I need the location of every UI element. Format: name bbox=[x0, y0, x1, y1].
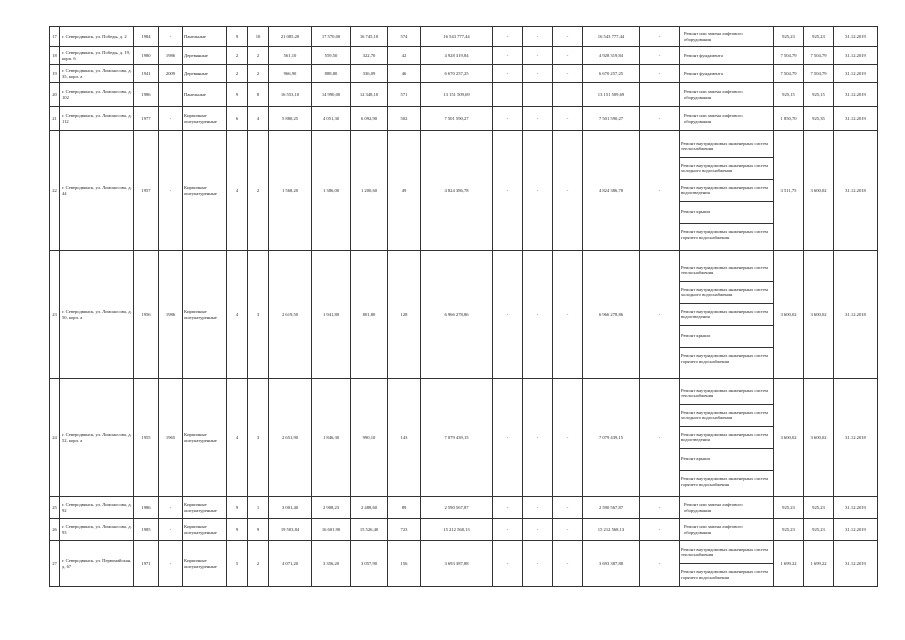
address-cell: г. Северодвинск, ул. Ломоносова, д. 92 bbox=[60, 497, 134, 519]
fund-cost-cell: - bbox=[493, 47, 523, 65]
unit-cost-cell: 925,23 bbox=[774, 497, 804, 519]
other-cost-cell: - bbox=[640, 131, 680, 251]
wall-material-cell: Деревянные bbox=[183, 65, 227, 83]
row-number-cell: 26 bbox=[50, 519, 60, 541]
other-cost-cell bbox=[640, 83, 680, 107]
entrances-cell: 1 bbox=[248, 497, 269, 519]
residents-cell: 723 bbox=[388, 519, 421, 541]
residents-cell: 128 bbox=[388, 251, 421, 379]
municipal-cost-cell: - bbox=[553, 131, 583, 251]
residents-cell: 574 bbox=[388, 27, 421, 47]
work-item: Ремонт внутридомовых инженерных систем теплоснабжения bbox=[680, 542, 773, 564]
unit-cost-cell: 3 600,02 bbox=[774, 251, 804, 379]
total-area-cell: 4 071,20 bbox=[269, 541, 312, 587]
residential-area-cell: 12 348,10 bbox=[351, 83, 388, 107]
fund-cost-cell: - bbox=[493, 131, 523, 251]
year-renovated-cell: - bbox=[159, 107, 183, 131]
table-row bbox=[50, 27, 878, 47]
residential-area-cell: 15 526,40 bbox=[351, 519, 388, 541]
wall-material-cell: Кирпичные оштукатуренные bbox=[183, 541, 227, 587]
work-types-cell bbox=[680, 541, 774, 587]
row-number-cell: 22 bbox=[50, 131, 60, 251]
municipal-cost-cell bbox=[553, 83, 583, 107]
residential-area-cell: 6 092,90 bbox=[351, 107, 388, 131]
year-built-cell: 1984 bbox=[134, 27, 159, 47]
address-cell: г. Северодвинск, ул. Ломоносова, д. 44 bbox=[60, 131, 134, 251]
work-types-cell bbox=[680, 27, 774, 47]
address-cell: г. Северодвинск, ул. Ломоносова, д. 93 bbox=[60, 519, 134, 541]
wall-material-cell: Кирпичные оштукатуренные bbox=[183, 379, 227, 497]
unit-cost-limit-cell: 3 600,02 bbox=[804, 131, 834, 251]
completion-date-cell: 31.12.2018 bbox=[834, 379, 878, 497]
table-row bbox=[50, 541, 878, 587]
wall-material-cell: Кирпичные оштукатуренные bbox=[183, 519, 227, 541]
total-area-cell: 21 085,20 bbox=[269, 27, 312, 47]
living-area-cell: 4 051,30 bbox=[312, 107, 351, 131]
unit-cost-limit-cell: 925,35 bbox=[804, 107, 834, 131]
work-item: Ремонт крыши bbox=[680, 449, 773, 471]
total-area-cell: 2 619,50 bbox=[269, 251, 312, 379]
work-item: Ремонт внутридомовых инженерных систем холодного водоснабжения bbox=[680, 282, 773, 304]
owners-cost-cell: 6 966 278,86 bbox=[583, 251, 640, 379]
unit-cost-cell: 7 504,79 bbox=[774, 47, 804, 65]
work-types-cell bbox=[680, 519, 774, 541]
living-area-cell: 1 941,80 bbox=[312, 251, 351, 379]
other-cost-cell: - bbox=[640, 541, 680, 587]
unit-cost-cell: 1 699,22 bbox=[774, 541, 804, 587]
regional-cost-cell bbox=[523, 83, 553, 107]
regional-cost-cell: - bbox=[523, 379, 553, 497]
row-number-cell: 20 bbox=[50, 83, 60, 107]
residential-area-cell: 801,80 bbox=[351, 251, 388, 379]
residential-area-cell: 2 488,60 bbox=[351, 497, 388, 519]
work-item: Ремонт или замена лифтового оборудования bbox=[684, 31, 743, 42]
year-renovated-cell: 1965 bbox=[159, 379, 183, 497]
residents-cell: 143 bbox=[388, 379, 421, 497]
municipal-cost-cell: - bbox=[553, 519, 583, 541]
address-cell: г. Северодвинск, ул. Ломоносова, д. 35, корп. а bbox=[60, 65, 134, 83]
year-built-cell: 1971 bbox=[134, 541, 159, 587]
work-item: Ремонт фундамента bbox=[684, 52, 723, 58]
work-item: Ремонт или замена лифтового оборудования bbox=[684, 89, 743, 100]
year-built-cell: 1980 bbox=[134, 47, 159, 65]
completion-date-cell: 31.12.2018 bbox=[834, 131, 878, 251]
other-cost-cell: - bbox=[640, 379, 680, 497]
work-item: Ремонт внутридомовых инженерных систем водоотведения bbox=[680, 180, 773, 202]
municipal-cost-cell: - bbox=[553, 27, 583, 47]
total-area-cell: 5 880,25 bbox=[269, 107, 312, 131]
work-item: Ремонт внутридомовых инженерных систем горячего водоснабжения bbox=[681, 476, 768, 487]
total-area-cell: 19 503,84 bbox=[269, 519, 312, 541]
living-area-cell: 1 846,30 bbox=[312, 379, 351, 497]
regional-cost-cell: - bbox=[523, 107, 553, 131]
wall-material-cell: Кирпичные оштукатуренные bbox=[183, 107, 227, 131]
year-renovated-cell: 1986 bbox=[159, 47, 183, 65]
municipal-cost-cell: - bbox=[553, 379, 583, 497]
total-cost-cell: 6 966 278,86 bbox=[421, 251, 493, 379]
year-built-cell: 1986 bbox=[134, 497, 159, 519]
work-item: Ремонт внутридомовых инженерных систем водоотведения bbox=[680, 304, 773, 326]
floors-cell: 4 bbox=[227, 379, 248, 497]
unit-cost-limit-cell: 3 600,02 bbox=[804, 251, 834, 379]
entrances-cell: 3 bbox=[248, 251, 269, 379]
other-cost-cell: - bbox=[640, 27, 680, 47]
completion-date-cell: 31.12.2019 bbox=[834, 65, 878, 83]
entrances-cell: 2 bbox=[248, 65, 269, 83]
year-built-cell: 1985 bbox=[134, 519, 159, 541]
other-cost-cell: - bbox=[640, 519, 680, 541]
residential-area-cell: 1 200,60 bbox=[351, 131, 388, 251]
year-built-cell: 1977 bbox=[134, 107, 159, 131]
unit-cost-limit-cell: 925,15 bbox=[804, 83, 834, 107]
row-number-cell: 27 bbox=[50, 541, 60, 587]
municipal-cost-cell: - bbox=[553, 65, 583, 83]
address-cell: г. Северодвинск, ул. Первомайская, д. 67 bbox=[60, 541, 134, 587]
owners-cost-cell: 16 543 777,44 bbox=[583, 27, 640, 47]
table-row bbox=[50, 519, 878, 541]
work-item: Ремонт крыши bbox=[680, 202, 773, 224]
residential-area-cell: 322,70 bbox=[351, 47, 388, 65]
other-cost-cell: - bbox=[640, 497, 680, 519]
owners-cost-cell: 4 928 319,84 bbox=[583, 47, 640, 65]
work-types-cell bbox=[680, 497, 774, 519]
floors-cell: 4 bbox=[227, 131, 248, 251]
wall-material-cell: Кирпичные оштукатуренные bbox=[183, 497, 227, 519]
work-item: Ремонт крыши bbox=[680, 326, 773, 348]
address-cell: г. Северодвинск, ул. Ломоносова, д. 112 bbox=[60, 107, 134, 131]
row-number-cell: 17 bbox=[50, 27, 60, 47]
work-item: Ремонт внутридомовых инженерных систем горячего водоснабжения bbox=[681, 353, 768, 364]
address-cell: г. Северодвинск, ул. Ломоносова, д. 102 bbox=[60, 83, 134, 107]
residents-cell: 46 bbox=[388, 65, 421, 83]
unit-cost-limit-cell: 925,23 bbox=[804, 497, 834, 519]
row-number-cell: 19 bbox=[50, 65, 60, 83]
unit-cost-cell: 925,23 bbox=[774, 519, 804, 541]
year-built-cell: 1986 bbox=[134, 83, 159, 107]
residential-area-cell: 336,09 bbox=[351, 65, 388, 83]
fund-cost-cell: - bbox=[493, 107, 523, 131]
year-renovated-cell: - bbox=[159, 131, 183, 251]
work-item: Ремонт фундамента bbox=[684, 70, 723, 76]
year-renovated-cell: 2009 bbox=[159, 65, 183, 83]
year-built-cell: 1955 bbox=[134, 379, 159, 497]
regional-cost-cell: - bbox=[523, 65, 553, 83]
total-area-cell: 1 568,20 bbox=[269, 131, 312, 251]
unit-cost-limit-cell: 3 600,02 bbox=[804, 379, 834, 497]
unit-cost-cell: 3 600,02 bbox=[774, 379, 804, 497]
work-types-cell bbox=[680, 379, 774, 497]
regional-cost-cell: - bbox=[523, 27, 553, 47]
floors-cell: 6 bbox=[227, 107, 248, 131]
regional-cost-cell: - bbox=[523, 541, 553, 587]
year-renovated-cell: 1986 bbox=[159, 251, 183, 379]
owners-cost-cell: 15 212 568,13 bbox=[583, 519, 640, 541]
fund-cost-cell: - bbox=[493, 27, 523, 47]
fund-cost-cell: - bbox=[493, 519, 523, 541]
year-built-cell: 1956 bbox=[134, 251, 159, 379]
fund-cost-cell bbox=[493, 83, 523, 107]
fund-cost-cell: - bbox=[493, 65, 523, 83]
total-area-cell: 561,10 bbox=[269, 47, 312, 65]
entrances-cell: 4 bbox=[248, 107, 269, 131]
completion-date-cell: 31.12.2019 bbox=[834, 519, 878, 541]
floors-cell: 2 bbox=[227, 47, 248, 65]
owners-cost-cell: 7 079 439,15 bbox=[583, 379, 640, 497]
total-cost-cell: 3 693 387,88 bbox=[421, 541, 493, 587]
living-area-cell: 2 908,23 bbox=[312, 497, 351, 519]
entrances-cell: 8 bbox=[248, 83, 269, 107]
other-cost-cell: - bbox=[640, 47, 680, 65]
table-row bbox=[50, 251, 878, 379]
row-number-cell: 21 bbox=[50, 107, 60, 131]
entrances-cell: 2 bbox=[248, 131, 269, 251]
unit-cost-cell: 925,23 bbox=[774, 27, 804, 47]
regional-cost-cell: - bbox=[523, 131, 553, 251]
owners-cost-cell: 3 693 387,88 bbox=[583, 541, 640, 587]
total-cost-cell: 4 824 386,78 bbox=[421, 131, 493, 251]
residents-cell: 42 bbox=[388, 47, 421, 65]
floors-cell: 4 bbox=[227, 251, 248, 379]
wall-material-cell: Кирпичные оштукатуренные bbox=[183, 251, 227, 379]
residential-area-cell: 3 057,90 bbox=[351, 541, 388, 587]
table-row bbox=[50, 65, 878, 83]
table-row bbox=[50, 107, 878, 131]
wall-material-cell: Кирпичные оштукатуренные bbox=[183, 131, 227, 251]
completion-date-cell: 31.12.2019 bbox=[834, 27, 878, 47]
total-area-cell: 16 553,10 bbox=[269, 83, 312, 107]
living-area-cell: 16 601,90 bbox=[312, 519, 351, 541]
entrances-cell: 2 bbox=[248, 541, 269, 587]
total-cost-cell: 4 928 319,84 bbox=[421, 47, 493, 65]
work-types-cell bbox=[680, 47, 774, 65]
entrances-cell: 3 bbox=[248, 379, 269, 497]
fund-cost-cell: - bbox=[493, 541, 523, 587]
address-cell: г. Северодвинск, ул. Победы, д. 2 bbox=[60, 27, 134, 47]
unit-cost-limit-cell: 925,23 bbox=[804, 27, 834, 47]
municipal-cost-cell: - bbox=[553, 541, 583, 587]
work-item: Ремонт или замена лифтового оборудования bbox=[684, 524, 743, 535]
unit-cost-cell: 7 504,79 bbox=[774, 65, 804, 83]
year-renovated-cell: - bbox=[159, 497, 183, 519]
row-number-cell: 25 bbox=[50, 497, 60, 519]
municipal-cost-cell: - bbox=[553, 497, 583, 519]
work-types-cell bbox=[680, 65, 774, 83]
unit-cost-limit-cell: 925,23 bbox=[804, 519, 834, 541]
owners-cost-cell: 6 670 257,25 bbox=[583, 65, 640, 83]
total-cost-cell: 16 543 777,44 bbox=[421, 27, 493, 47]
residents-cell: 571 bbox=[388, 83, 421, 107]
year-built-cell: 1941 bbox=[134, 65, 159, 83]
address-cell: г. Северодвинск, ул. Ломоносова, д. 50, корп. а bbox=[60, 251, 134, 379]
unit-cost-limit-cell: 1 699,22 bbox=[804, 541, 834, 587]
floors-cell: 2 bbox=[227, 65, 248, 83]
owners-cost-cell: 2 590 567,87 bbox=[583, 497, 640, 519]
floors-cell: 9 bbox=[227, 497, 248, 519]
work-item: Ремонт внутридомовых инженерных систем горячего водоснабжения bbox=[681, 569, 768, 580]
unit-cost-limit-cell: 7 504,79 bbox=[804, 47, 834, 65]
work-types-cell bbox=[680, 83, 774, 107]
total-cost-cell: 7 501 590,27 bbox=[421, 107, 493, 131]
total-area-cell: 2 651,90 bbox=[269, 379, 312, 497]
owners-cost-cell: 13 151 509,69 bbox=[583, 83, 640, 107]
total-area-cell: 966,90 bbox=[269, 65, 312, 83]
municipal-cost-cell: - bbox=[553, 251, 583, 379]
wall-material-cell: Панельные bbox=[183, 27, 227, 47]
regional-cost-cell: - bbox=[523, 519, 553, 541]
entrances-cell: 2 bbox=[248, 47, 269, 65]
work-types-cell bbox=[680, 251, 774, 379]
residential-area-cell: 16 745,10 bbox=[351, 27, 388, 47]
year-renovated-cell: - bbox=[159, 519, 183, 541]
year-renovated-cell: - bbox=[159, 541, 183, 587]
wall-material-cell: Деревянные bbox=[183, 47, 227, 65]
work-item: Ремонт или замена лифтового оборудования bbox=[684, 113, 743, 124]
completion-date-cell: 31.12.2019 bbox=[834, 107, 878, 131]
floors-cell: 9 bbox=[227, 519, 248, 541]
unit-cost-limit-cell: 7 504,79 bbox=[804, 65, 834, 83]
residents-cell: 502 bbox=[388, 107, 421, 131]
address-cell: г. Северодвинск, ул. Победы, д. 19, корп. 6 bbox=[60, 47, 134, 65]
living-area-cell: 3 356,20 bbox=[312, 541, 351, 587]
other-cost-cell: - bbox=[640, 107, 680, 131]
completion-date-cell: 31.12.2019 bbox=[834, 83, 878, 107]
owners-cost-cell: 7 501 590,27 bbox=[583, 107, 640, 131]
residents-cell: 89 bbox=[388, 497, 421, 519]
completion-date-cell: 31.12.2018 bbox=[834, 251, 878, 379]
unit-cost-cell: 925,15 bbox=[774, 83, 804, 107]
residential-area-cell: 990,10 bbox=[351, 379, 388, 497]
living-area-cell: 1 386,00 bbox=[312, 131, 351, 251]
fund-cost-cell: - bbox=[493, 251, 523, 379]
living-area-cell: 888,80 bbox=[312, 65, 351, 83]
unit-cost-cell: 3 511,75 bbox=[774, 131, 804, 251]
year-renovated-cell bbox=[159, 83, 183, 107]
floors-cell: 9 bbox=[227, 83, 248, 107]
work-types-cell bbox=[680, 107, 774, 131]
completion-date-cell: 31.12.2019 bbox=[834, 497, 878, 519]
table-row bbox=[50, 379, 878, 497]
residents-cell: 49 bbox=[388, 131, 421, 251]
entrances-cell: 10 bbox=[248, 27, 269, 47]
other-cost-cell: - bbox=[640, 65, 680, 83]
table-row bbox=[50, 497, 878, 519]
living-area-cell: 559,50 bbox=[312, 47, 351, 65]
work-item: Ремонт внутридомовых инженерных систем холодного водоснабжения bbox=[680, 158, 773, 180]
work-item: Ремонт внутридомовых инженерных систем холодного водоснабжения bbox=[680, 405, 773, 427]
total-cost-cell: 15 212 568,13 bbox=[421, 519, 493, 541]
table-row bbox=[50, 131, 878, 251]
year-built-cell: 1957 bbox=[134, 131, 159, 251]
work-item: Ремонт внутридомовых инженерных систем теплоснабжения bbox=[680, 383, 773, 405]
completion-date-cell: 31.12.2019 bbox=[834, 47, 878, 65]
owners-cost-cell: 4 824 386,78 bbox=[583, 131, 640, 251]
entrances-cell: 9 bbox=[248, 519, 269, 541]
row-number-cell: 18 bbox=[50, 47, 60, 65]
total-cost-cell: 13 151 509,69 bbox=[421, 83, 493, 107]
work-item: Ремонт внутридомовых инженерных систем водоотведения bbox=[680, 427, 773, 449]
regional-cost-cell: - bbox=[523, 497, 553, 519]
work-item: Ремонт внутридомовых инженерных систем теплоснабжения bbox=[680, 260, 773, 282]
municipal-cost-cell: - bbox=[553, 47, 583, 65]
fund-cost-cell: - bbox=[493, 379, 523, 497]
total-area-cell: 3 001,40 bbox=[269, 497, 312, 519]
work-item: Ремонт внутридомовых инженерных систем горячего водоснабжения bbox=[681, 229, 768, 240]
fund-cost-cell: - bbox=[493, 497, 523, 519]
row-number-cell: 24 bbox=[50, 379, 60, 497]
year-renovated-cell: - bbox=[159, 27, 183, 47]
regional-cost-cell: - bbox=[523, 47, 553, 65]
municipal-cost-cell: - bbox=[553, 107, 583, 131]
unit-cost-cell: 1 850,70 bbox=[774, 107, 804, 131]
other-cost-cell: - bbox=[640, 251, 680, 379]
living-area-cell: 17 570,00 bbox=[312, 27, 351, 47]
completion-date-cell: 31.12.2019 bbox=[834, 541, 878, 587]
address-cell: г. Северодвинск, ул. Ломоносова, д. 52, корп. а bbox=[60, 379, 134, 497]
table-row bbox=[50, 83, 878, 107]
work-item: Ремонт или замена лифтового оборудования bbox=[684, 502, 743, 513]
regional-cost-cell: - bbox=[523, 251, 553, 379]
wall-material-cell: Панельные bbox=[183, 83, 227, 107]
total-cost-cell: 7 079 439,15 bbox=[421, 379, 493, 497]
total-cost-cell: 6 670 257,25 bbox=[421, 65, 493, 83]
residents-cell: 156 bbox=[388, 541, 421, 587]
work-types-cell bbox=[680, 131, 774, 251]
floors-cell: 5 bbox=[227, 541, 248, 587]
living-area-cell: 14 990,00 bbox=[312, 83, 351, 107]
table-body bbox=[50, 27, 878, 587]
renovation-table bbox=[49, 26, 878, 587]
table-row bbox=[50, 47, 878, 65]
floors-cell: 9 bbox=[227, 27, 248, 47]
work-item: Ремонт внутридомовых инженерных систем теплоснабжения bbox=[680, 136, 773, 158]
total-cost-cell: 2 590 567,87 bbox=[421, 497, 493, 519]
row-number-cell: 23 bbox=[50, 251, 60, 379]
